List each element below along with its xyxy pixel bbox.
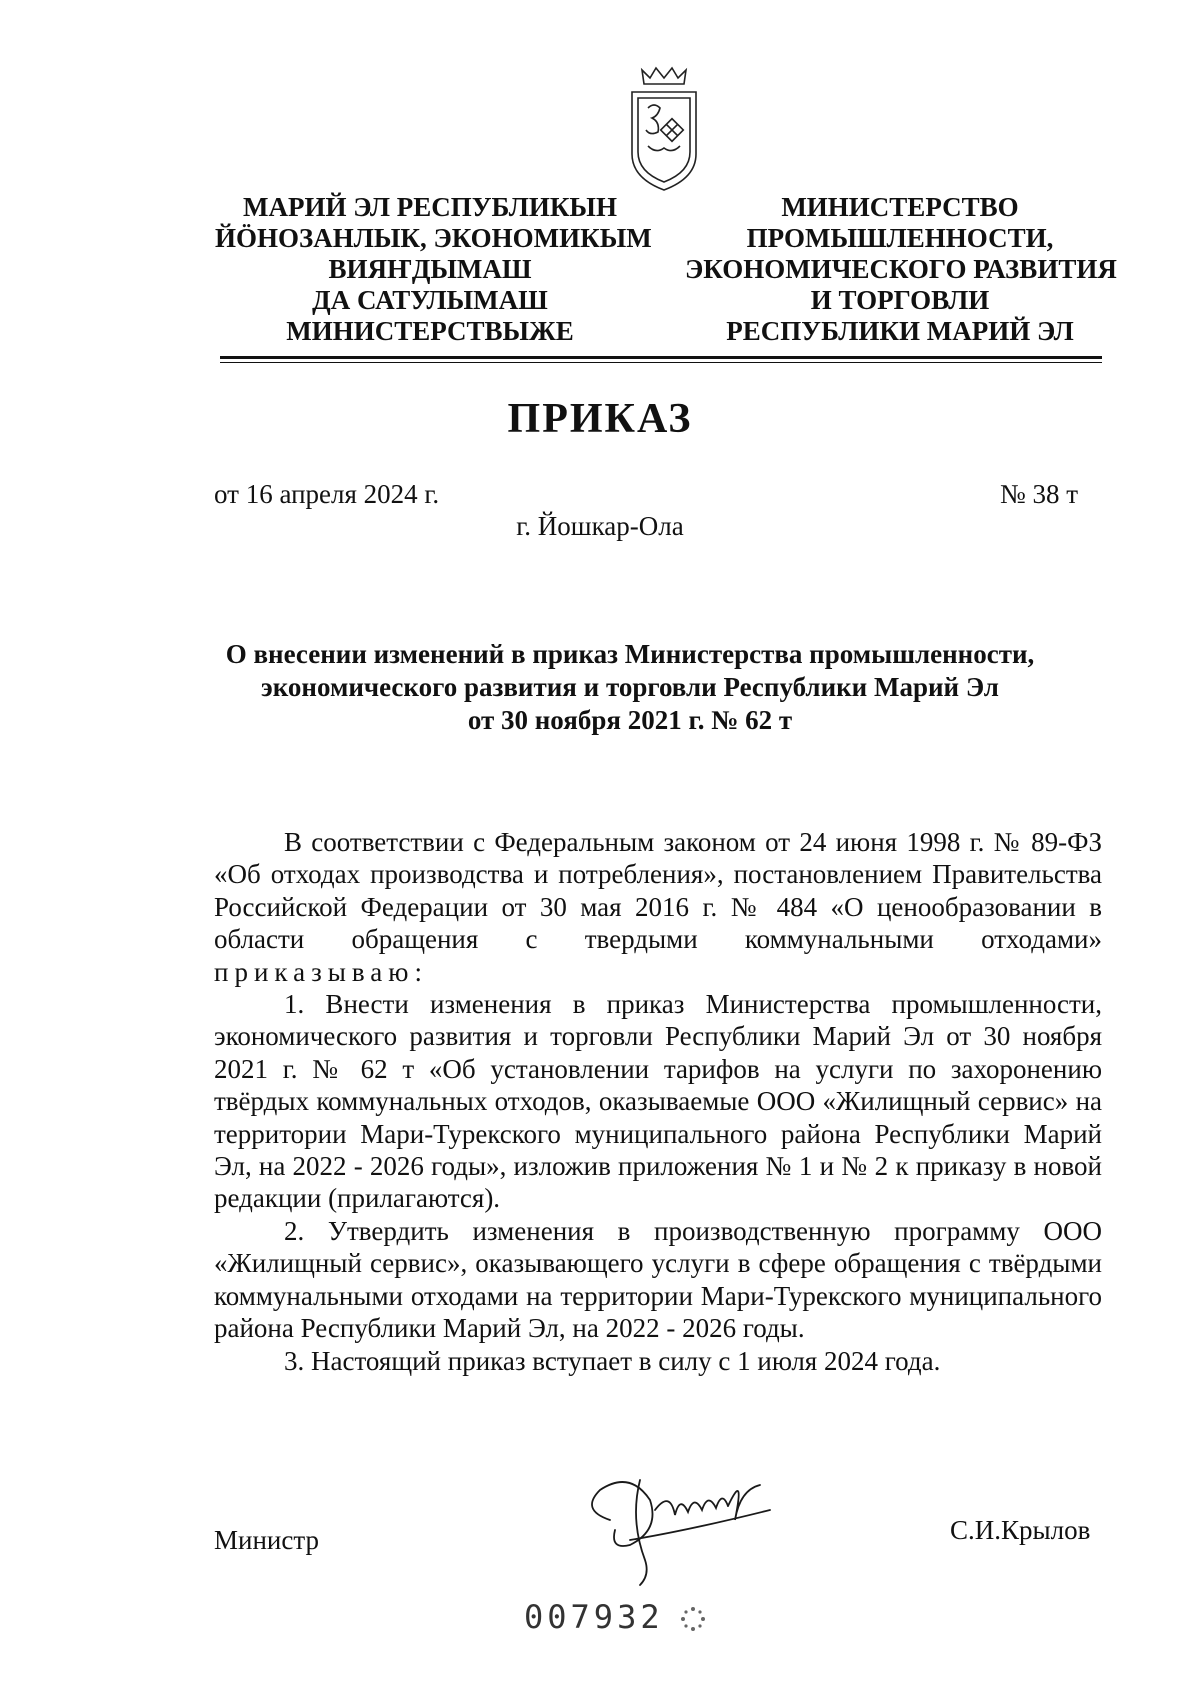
header-right-line: МИНИСТЕРСТВО [781, 192, 1019, 222]
header-left-line: ВИЯҤДЫМАШ [328, 254, 532, 284]
subject-line: экономического развития и торговли Республики Марий Эл [261, 672, 999, 702]
header-left-line: МИНИСТЕРСТВЫЖЕ [286, 316, 574, 346]
header-left-line: ДА САТУЛЫМАШ [312, 285, 548, 315]
subject-line: от 30 ноября 2021 г. № 62 т [467, 705, 793, 735]
header-left-line: ЙӦНОЗАНЛЫК, ЭКОНОМИКЫМ [215, 223, 652, 253]
header-divider-thin [220, 362, 1102, 363]
order-item-1: 1. Внести изменения в приказ Министерства промышленности, экономического развития и торговли Республики Марий Эл от 30 ноября 2021 г. № 62 т «Об установлении тарифов на услуги по захоронению твёрдых коммунальных отходов, оказываемые ООО «Жилищный сервис» на территории Мари-Турекского муниципального района Республики Марий Эл, на 2022 - 2026 годы», изложив приложения № 1 и № 2 к приказу в новой редакции (прилагаются). [214, 989, 1102, 1214]
preamble-paragraph [214, 826, 1102, 988]
subject-line: О внесении изменений в приказ Министерства промышленности, [225, 639, 1035, 669]
header-right-line: ПРОМЫШЛЕННОСТИ, [746, 223, 1054, 253]
order-subject [180, 638, 1080, 737]
signatory-position: Министр [214, 1525, 319, 1555]
header-divider-thick [220, 356, 1102, 359]
order-body [214, 826, 1102, 1377]
order-date: от 16 апреля 2024 г. [214, 479, 440, 509]
handwritten-signature [570, 1450, 800, 1590]
order-number: № 38 т [1000, 479, 1079, 509]
signatory-name: С.И.Крылов [950, 1515, 1091, 1545]
header-left-line: МАРИЙ ЭЛ РЕСПУБЛИКЫН [243, 192, 617, 222]
header-right-block [685, 192, 1115, 347]
preamble-text: В соответствии с Федеральным законом от 24 июня 1998 г. № 89-ФЗ «Об отходах производства и потребления», постановлением Правительства Российской Федерации от 30 мая 2016 г. № 484 «О ценообразовании в области обращения с твердыми коммунальными отходами» [214, 827, 1102, 955]
header-left-block [215, 192, 652, 347]
document-title: ПРИКАЗ [507, 396, 693, 442]
order-item-2: 2. Утвердить изменения в производственную программу ООО «Жилищный сервис», оказывающего услуги в сфере обращения с твёрдыми коммунальными отходами на территории Мари-Турекского муниципального района Республики Марий Эл, на 2022 - 2026 годы. [214, 1215, 1102, 1344]
order-word: приказываю: [214, 956, 428, 987]
serial-number: 007932 [524, 1598, 664, 1636]
order-city: г. Йошкар-Ола [516, 511, 684, 541]
header-right-line: РЕСПУБЛИКИ МАРИЙ ЭЛ [726, 316, 1074, 346]
order-item-3: 3. Настоящий приказ вступает в силу с 1 июля 2024 года. [284, 1345, 941, 1376]
header-right-line: ЭКОНОМИЧЕСКОГО РАЗВИТИЯ [685, 254, 1117, 284]
coat-of-arms-emblem [620, 62, 708, 194]
asterisk-mark-icon [678, 1604, 708, 1634]
header-right-line: И ТОРГОВЛИ [810, 285, 990, 315]
